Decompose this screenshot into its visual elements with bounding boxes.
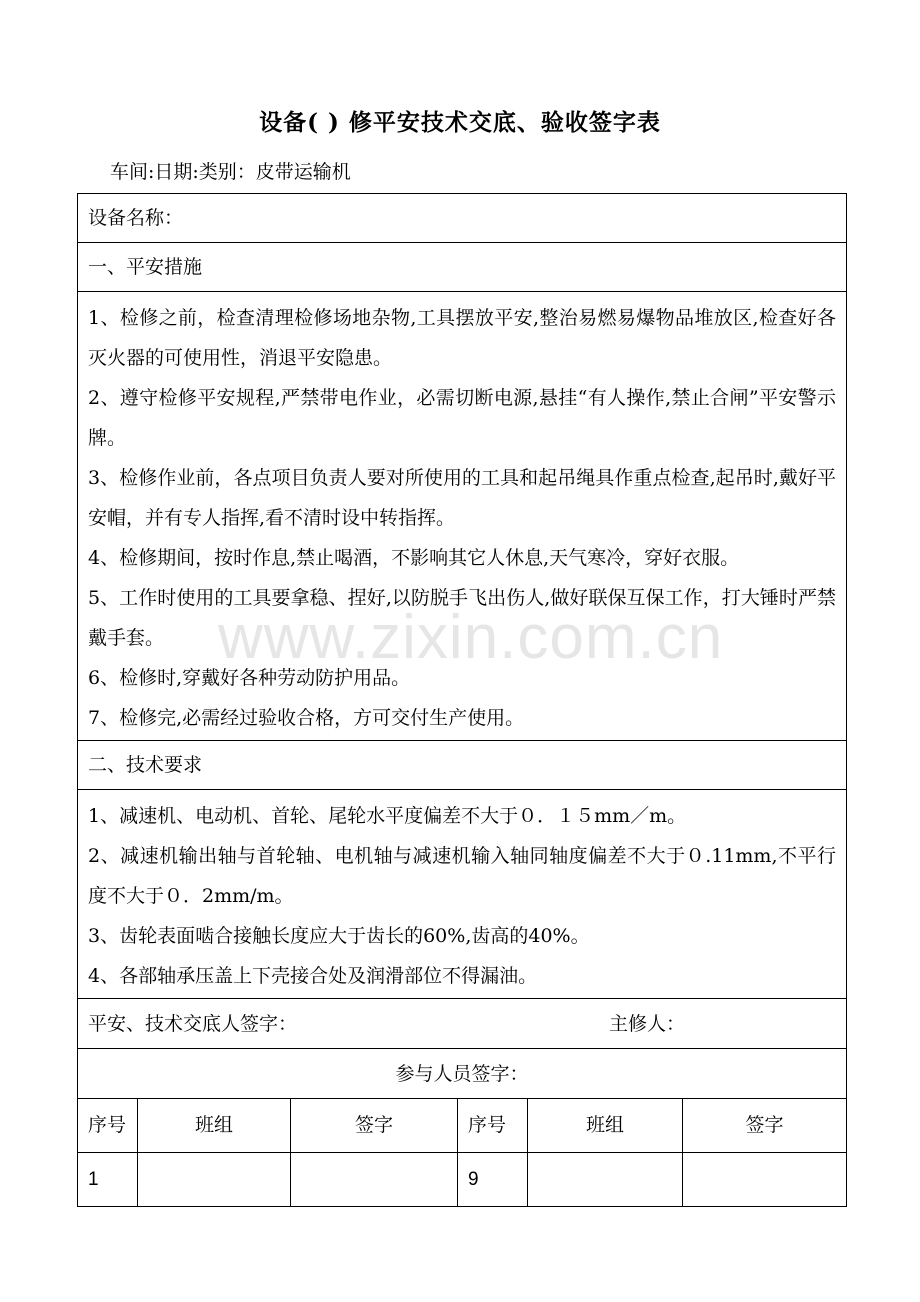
technical-item: 1、减速机、电动机、首轮、尾轮水平度偏差不大于０．１５mm／m。 bbox=[88, 805, 687, 827]
equipment-name-row bbox=[78, 194, 846, 243]
seq-cell: 9 bbox=[458, 1153, 528, 1206]
equipment-name-label: 设备名称： bbox=[88, 207, 184, 229]
technical-requirements bbox=[78, 790, 846, 999]
technical-heading-row bbox=[78, 741, 846, 790]
team-cell[interactable] bbox=[528, 1153, 683, 1206]
safety-item: 7、检修完,必需经过验收合格，方可交付生产使用。 bbox=[88, 707, 525, 729]
handover-form bbox=[77, 193, 847, 1207]
safety-item: 2、遵守检修平安规程,严禁带电作业，必需切断电源,悬挂“有人操作,禁止合闸”平安警示牌。 bbox=[88, 387, 836, 449]
technical-item: 2、减速机输出轴与首轮轴、电机轴与减速机输入轴同轴度偏差不大于０.11mm,不平行度不大于０．2mm/m。 bbox=[88, 845, 836, 907]
signature-cell[interactable] bbox=[683, 1153, 846, 1206]
safety-item: 5、工作时使用的工具要拿稳、捏好,以防脱手飞出伤人,做好联保互保工作，打大锤时严禁戴手套。 bbox=[88, 587, 836, 649]
table-row bbox=[78, 1153, 846, 1206]
form-subtitle: 车间:日期:类别：皮带运输机 bbox=[110, 161, 351, 183]
participants-heading-row bbox=[78, 1049, 846, 1099]
header-team: 班组 bbox=[138, 1099, 291, 1152]
header-seq: 序号 bbox=[458, 1099, 528, 1152]
participants-heading: 参与人员签字： bbox=[395, 1063, 529, 1085]
header-signature: 签字 bbox=[745, 1114, 784, 1136]
form-title: 设备( ) 修平安技术交底、验收签字表 bbox=[259, 109, 661, 136]
technical-item: 4、各部轴承压盖上下壳接合处及润滑部位不得漏油。 bbox=[88, 965, 538, 987]
signoff-row bbox=[78, 999, 846, 1049]
team-cell[interactable] bbox=[138, 1153, 291, 1206]
header-signature: 签字 bbox=[291, 1099, 458, 1152]
safety-item: 1、检修之前，检查清理检修场地杂物,工具摆放平安,整治易燃易爆物品堆放区,检查好各灭火器的可使用性，消退平安隐患。 bbox=[88, 307, 836, 369]
technical-item: 3、齿轮表面啮合接触长度应大于齿长的60%,齿高的40%。 bbox=[88, 925, 590, 947]
safety-measures bbox=[78, 292, 846, 741]
seq-cell: 1 bbox=[78, 1153, 138, 1206]
safety-item: 3、检修作业前，各点项目负责人要对所使用的工具和起吊绳具作重点检查,起吊时,戴好平安帽，并有专人指挥,看不清时设中转指挥。 bbox=[88, 467, 836, 529]
safety-item: 4、检修期间，按时作息,禁止喝酒，不影响其它人休息,天气寒冷，穿好衣服。 bbox=[88, 547, 740, 569]
safety-heading-row bbox=[78, 243, 846, 292]
header-seq: 序号 bbox=[78, 1099, 138, 1152]
participants-header-row bbox=[78, 1099, 846, 1153]
safety-heading: 一、平安措施 bbox=[88, 256, 203, 278]
technical-heading: 二、技术要求 bbox=[88, 754, 203, 776]
signature-cell[interactable] bbox=[291, 1153, 458, 1206]
safety-item: 6、检修时,穿戴好各种劳动防护用品。 bbox=[88, 667, 411, 689]
disclosure-signature-label: 平安、技术交底人签字： bbox=[88, 1013, 298, 1035]
header-team: 班组 bbox=[528, 1099, 683, 1152]
repairer-label: 主修人： bbox=[609, 1013, 686, 1035]
watermark: www.zixin.com.cn bbox=[218, 603, 724, 672]
